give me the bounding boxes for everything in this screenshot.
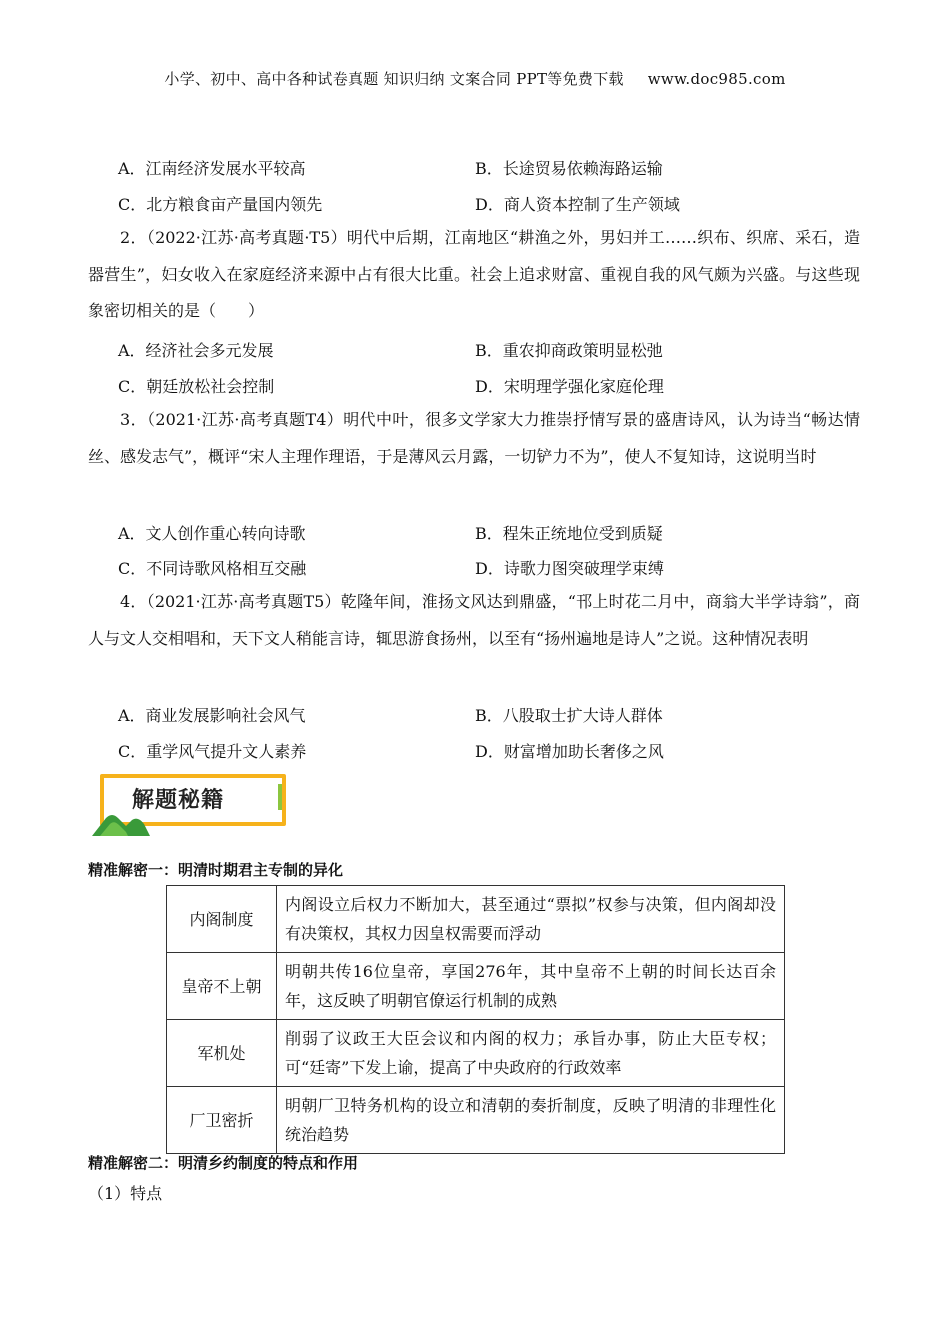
q1-option-d[interactable]: D．商人资本控制了生产领域 [475,195,680,214]
section1-title: 精准解密一：明清时期君主专制的异化 [88,861,344,879]
table-key-cell: 军机处 [167,1020,277,1087]
q2-option-a[interactable]: A．经济社会多元发展 [118,341,274,360]
q1-option-c[interactable]: C．北方粮食亩产量国内领先 [118,195,323,214]
banner-title: 解题秘籍 [132,788,225,813]
q3-option-a[interactable]: A．文人创作重心转向诗歌 [118,524,306,543]
table-row [167,1020,785,1087]
q4-option-d[interactable]: D．财富增加助长奢侈之风 [475,742,664,761]
header-site-link[interactable]: www.doc985.com [647,70,786,88]
table-key-cell: 厂卫密折 [167,1087,277,1154]
q1-option-b[interactable]: B．长途贸易依赖海路运输 [475,159,663,178]
banner-accent-mark [278,784,282,810]
q1-option-a[interactable]: A．江南经济发展水平较高 [118,159,306,178]
section1-table [166,885,785,1154]
q3-option-d[interactable]: D．诗歌力图突破理学束缚 [475,559,664,578]
q4-option-b[interactable]: B．八股取士扩大诗人群体 [475,706,663,725]
q4-option-a[interactable]: A．商业发展影响社会风气 [118,706,306,725]
q2-option-b[interactable]: B．重农抑商政策明显松弛 [475,341,663,360]
table-row [167,886,785,953]
q2-stem: 2．（2022·江苏·高考真题·T5）明代中后期，江南地区“耕渔之外，男妇并工……织布、织席、采石，造器营生”，妇女收入在家庭经济来源中占有很大比重。社会上追求财富、重视自我的风气颇为兴盛。与这些现象密切相关的是（ ） [88,228,860,320]
q3-option-c[interactable]: C．不同诗歌风格相互交融 [118,559,307,578]
tips-banner [92,770,292,832]
header-text: 小学、初中、高中各种试卷真题 知识归纳 文案合同 PPT等免费下载 [164,70,624,88]
q3-option-b[interactable]: B．程朱正统地位受到质疑 [475,524,663,543]
q3-stem: 3．（2021·江苏·高考真题T4）明代中叶，很多文学家大力推崇抒情写景的盛唐诗风，认为诗当“畅达情丝、感发志气”，概评“宋人主理作理语，于是薄风云月露，一切铲力不为”，使人不复知诗，这说明当时 [88,410,860,466]
table-value-cell: 内阁设立后权力不断加大，甚至通过“票拟”权参与决策，但内阁却没有决策权，其权力因皇权需要而浮动 [277,886,785,953]
table-key-cell: 内阁制度 [167,886,277,953]
q4-option-c[interactable]: C．重学风气提升文人素养 [118,742,307,761]
table-value-cell: 明朝厂卫特务机构的设立和清朝的奏折制度，反映了明清的非理性化统治趋势 [277,1087,785,1154]
table-value-cell: 明朝共传16位皇帝，享国276年，其中皇帝不上朝的时间长达百余年，这反映了明朝官僚运行机制的成熟 [277,953,785,1020]
q2-option-d[interactable]: D．宋明理学强化家庭伦理 [475,377,664,396]
table-row [167,1087,785,1154]
table-value-cell: 削弱了议政王大臣会议和内阁的权力；承旨办事，防止大臣专权；可“廷寄”下发上谕，提高了中央政府的行政效率 [277,1020,785,1087]
section2-title: 精准解密二：明清乡约制度的特点和作用 [88,1154,359,1172]
table-key-cell: 皇帝不上朝 [167,953,277,1020]
q4-stem: 4．（2021·江苏·高考真题T5）乾隆年间，淮扬文风达到鼎盛，“邗上时花二月中，商翁大半学诗翁”，商人与文人交相唱和，天下文人稍能言诗，辄思游食扬州，以至有“扬州遍地是诗人”之说。这种情况表明 [88,592,860,648]
page-header [0,68,950,89]
section2-subheading: （1）特点 [88,1184,163,1203]
table-row [167,953,785,1020]
q2-option-c[interactable]: C．朝廷放松社会控制 [118,377,275,396]
